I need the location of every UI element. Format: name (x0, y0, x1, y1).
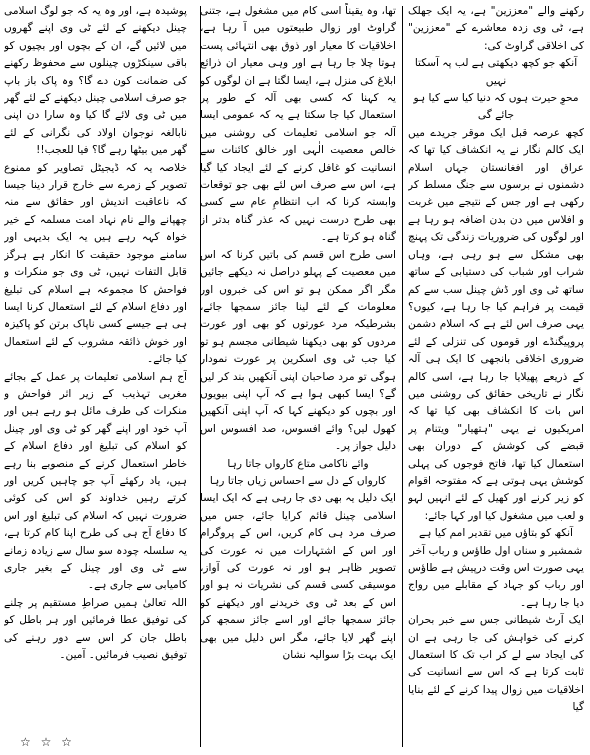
verse-line: آنکھ کو بتاؤں میں تقدیر امم کیا ہے (419, 527, 573, 540)
column-left (4, 3, 187, 751)
column-middle (200, 3, 396, 751)
paragraph: آج ہم اسلامی تعلیمات پر عمل کے بجائے مغربی تہذیب کے زیر اثر فواحش و منکرات کی طرف مائل ہو رہے ہیں اور آپ خود اور اپنے گھر کو ٹی وی اور چینل کو اسلام کی تبلیغ اور دفاع اسلام کے خاطر استعمال کرنے کے منصوبے بنا رہے ہیں، یاد رکھئے آپ جو چاہیں کریں اور کرتے رہیں خداوند کو اس کی کوئی ضرورت نہیں کہ اسلام کی تبلیغ اور اس کا دفاع آج ہی کی طرح اپنا کام کرتا ہے، یہ سلسلہ چودہ سو سال سے زیادہ زمانے سے ٹی وی اور چینل کے بغیر جاری کامیابی سے جاری ہے۔ (4, 370, 187, 592)
paragraph: ایک دلیل یہ بھی دی جا رہی ہے کہ ایک ایسا اسلامی چینل قائم کرایا جائے، جس میں صرف مرد ہی کام کریں، اس کے پروگرام اور اس کے اشتہارات میں نہ عورت کی تصویر ظاہر ہو اور نہ عورت کی آواز، موسیقی کسی قسم کی نشریات نہ ہو اور اس کے بعد ٹی وی خریدنے اور دیکھنے کو جائز سمجھا جائے اور اسے جائز سمجھ کر اپنے گھر لایا جائے، مگر اس دلیل میں بھی ایک بہت بڑا سوالیہ نشان (200, 492, 396, 662)
column-right (408, 3, 584, 751)
end-stars-icon: ☆ ☆ ☆ (20, 735, 75, 749)
paragraph: رکھنے والے "معززین" ہے، یہ ایک جھلک ہے، ٹی وی زدہ معاشرے کے "معززین" کی اخلاقی گراوٹ کی: (408, 5, 584, 52)
verse-line: محوِ حیرت ہوں کہ دنیا کیا سے کیا ہو جائے گی (413, 92, 579, 122)
paragraph: یہی صورت اس وقت درپیش ہے طاؤس اور رباب کو جہاد کے مقابلے میں رواج دیا جا رہا ہے۔ (408, 562, 584, 609)
verse-line: وائے ناکامی متاع کارواں جاتا رہا (227, 457, 369, 470)
paragraph: خلاصہ یہ کہ ڈیجیٹل تصاویر کو ممنوع تصویر کے زمرے سے خارج قرار دینا جیسا کہ ناعاقبت اندیش اور حقائق سے منہ چھپانے والے نام نہاد امت مسلمہ کے خیر خواہ کہہ رہے ہیں یہ ایک بدیہی اور سامنے موجود حقیقت کا انکار ہے ہرگز قابل التفات نہیں، ٹی وی جو منکرات و فواحش کا مجموعہ ہے اسلام کی تبلیغ اور دفاع اسلام کے لئے استعمال کرنا ایسا ہی ہے جیسے کسی ناپاک برتن کو پاکیزہ اور خوش ذائقہ مشروب کے لئے استعمال کیا جائے۔ (4, 161, 187, 366)
paragraph: اللہ تعالیٰ ہمیں صراطِ مستقیم پر چلنے کی توفیق عطا فرمائیں اور ہر باطل کو باطل جان کر اس سے دور رہنے کی توفیق نصیب فرمائیں۔ آمین۔ (4, 596, 187, 662)
column-divider (402, 6, 403, 747)
paragraph: کچھ عرصہ قبل ایک موقر جریدے میں ایک کالم نگار نے یہ انکشاف کیا تھا کہ عراق اور افغانستان جہاں اسلام دشمنوں نے برسوں سے جنگ مسلط کر رکھی ہے اور جس کے نتیجے میں غربت و افلاس میں دن بدن اضافہ ہو رہا ہے اور لوگوں کی ضروریات زندگی تک پہنچ بھی مشکل سے ہو رہی ہے، وہاں شراب اور شباب کی دستیابی کے ساتھ ساتھ ٹی وی اور ڈش چینل سب سے کم قیمت پر فراہم کیا جا رہا ہے، کیوں؟ یہی صرف اس لئے ہے کہ اسلام دشمن پروپیگنڈے اور قوموں کی تنزلی کے لئے ضروری اخلاقی بانجھی کا ایک ہی آلہ کے ذریعے پھیلایا جا رہا ہے، اسی کالم نگار نے تاریخی حقائق کی روشنی میں اس بات کا انکشاف بھی کیا تھا کہ امریکیوں نے یہی "ہتھیار" ویتنام پر قبضے کی کوشش کے دوران بھی استعمال کیا تھا، فاتح فوجوں کی پہلی کوشش یہی ہوتی ہے کہ مفتوحہ اقوام کو زیر کرنے اور کھیل کے لئے انہیں لہو و لعب میں مشغول کیا اور کہا جائے: (408, 126, 584, 522)
verse-line: کارواں کے دل سے احساس زیاں جاتا رہا (209, 474, 387, 487)
verse-line: شمشیر و سناں اول طاؤس و رباب آخر (409, 544, 583, 557)
paragraph: پوشیدہ ہے، اور وہ یہ کہ جو لوگ اسلامی چینل دیکھنے کے لئے ٹی وی اپنے گھروں میں لائیں گے، ان کے بچوں اور بچیوں کو باقی سینکڑوں چینلوں سے محفوظ رکھنے کی ضمانت کون دے گا؟ وہ پاک باز باپ جو صرف اسلامی چینل دیکھنے کے لئے گھر میں ٹی وی لائے گا کیا وہ سارا دن اپنی نابالغہ نوجوان اولاد کی نگرانی کے لئے گھر میں بیٹھا رہے گا؟ فیا للعجب!! (4, 5, 187, 157)
paragraph: ایک آرٹ شیطانی جس سے خبر بحران کرنے کی خواہش کی جا رہی ہے ان کی ایجاد سے لے کر اب تک کا استعمال ثابت کرتا ہے کہ اس سے انسانیت کی اخلاقیات میں زوال پیدا کرنے کے لئے بنایا گیا (408, 614, 584, 714)
column-divider (200, 6, 201, 747)
paragraph: اسی طرح اس قسم کی باتیں کرنا کہ اس میں معصیت کے پہلو دراصل نہ دیکھے جائیں مگر اگر ممکن ہو تو اس کی خبروں اور معلومات کے لئے لینا جائز سمجھا جائے، بشرطیکہ مرد عورتوں کو بھی اور عورت مردوں کو بھی دیکھنا شیطانی مجسم ہو تو کیا جب ٹی وی اسکرین پر عورت نمودار ہوگی تو مرد صاحبان اپنی آنکھیں بند کر لیں گے؟ ایسا کبھی ہوا ہے کہ آپ اپنی بیویوں اور بچوں کو دیکھنے کہا کہ آپ اپنی آنکھیں کھول لیں؟ وائے افسوس، صد افسوس اس دلیل جواز پر۔ (200, 248, 396, 453)
verse-line: آنکھ جو کچھ دیکھتی ہے لب پہ آسکتا نہیں (414, 57, 578, 87)
paragraph: تھا، وہ یقیناً اسی کام میں مشغول ہے، جتنی گراوٹ اور زوال طبیعتوں میں آ رہا ہے، اخلاقیات کا معیار اور ذوق بھی انتہائی پست ہوتا چلا جا رہا ہے اور وہی معیار ان ذرائع ابلاغ کی منزل ہے، ایسا لگتا ہے ان لوگوں کو یہ کہنا کہ کسی بھی آلہ کے طور پر استعمال کیا جا سکتا ہے یہ کہ عمومی ایسا آلہ جو اسلامی تعلیمات کی روشنی میں خالص معصیت الٰہی اور خالق کائنات سے انسانیت کو غافل کرنے کے لئے ایجاد کیا گیا ہے، اس سے صرف اس لئے بھی جو توقعات وابستہ کرنا کہ اب انتظامِ عام سے کسی بھی طرح درست نہیں کہ عذر گناہ بدتر از گناہ ہو کرتا ہے۔ (200, 5, 396, 244)
